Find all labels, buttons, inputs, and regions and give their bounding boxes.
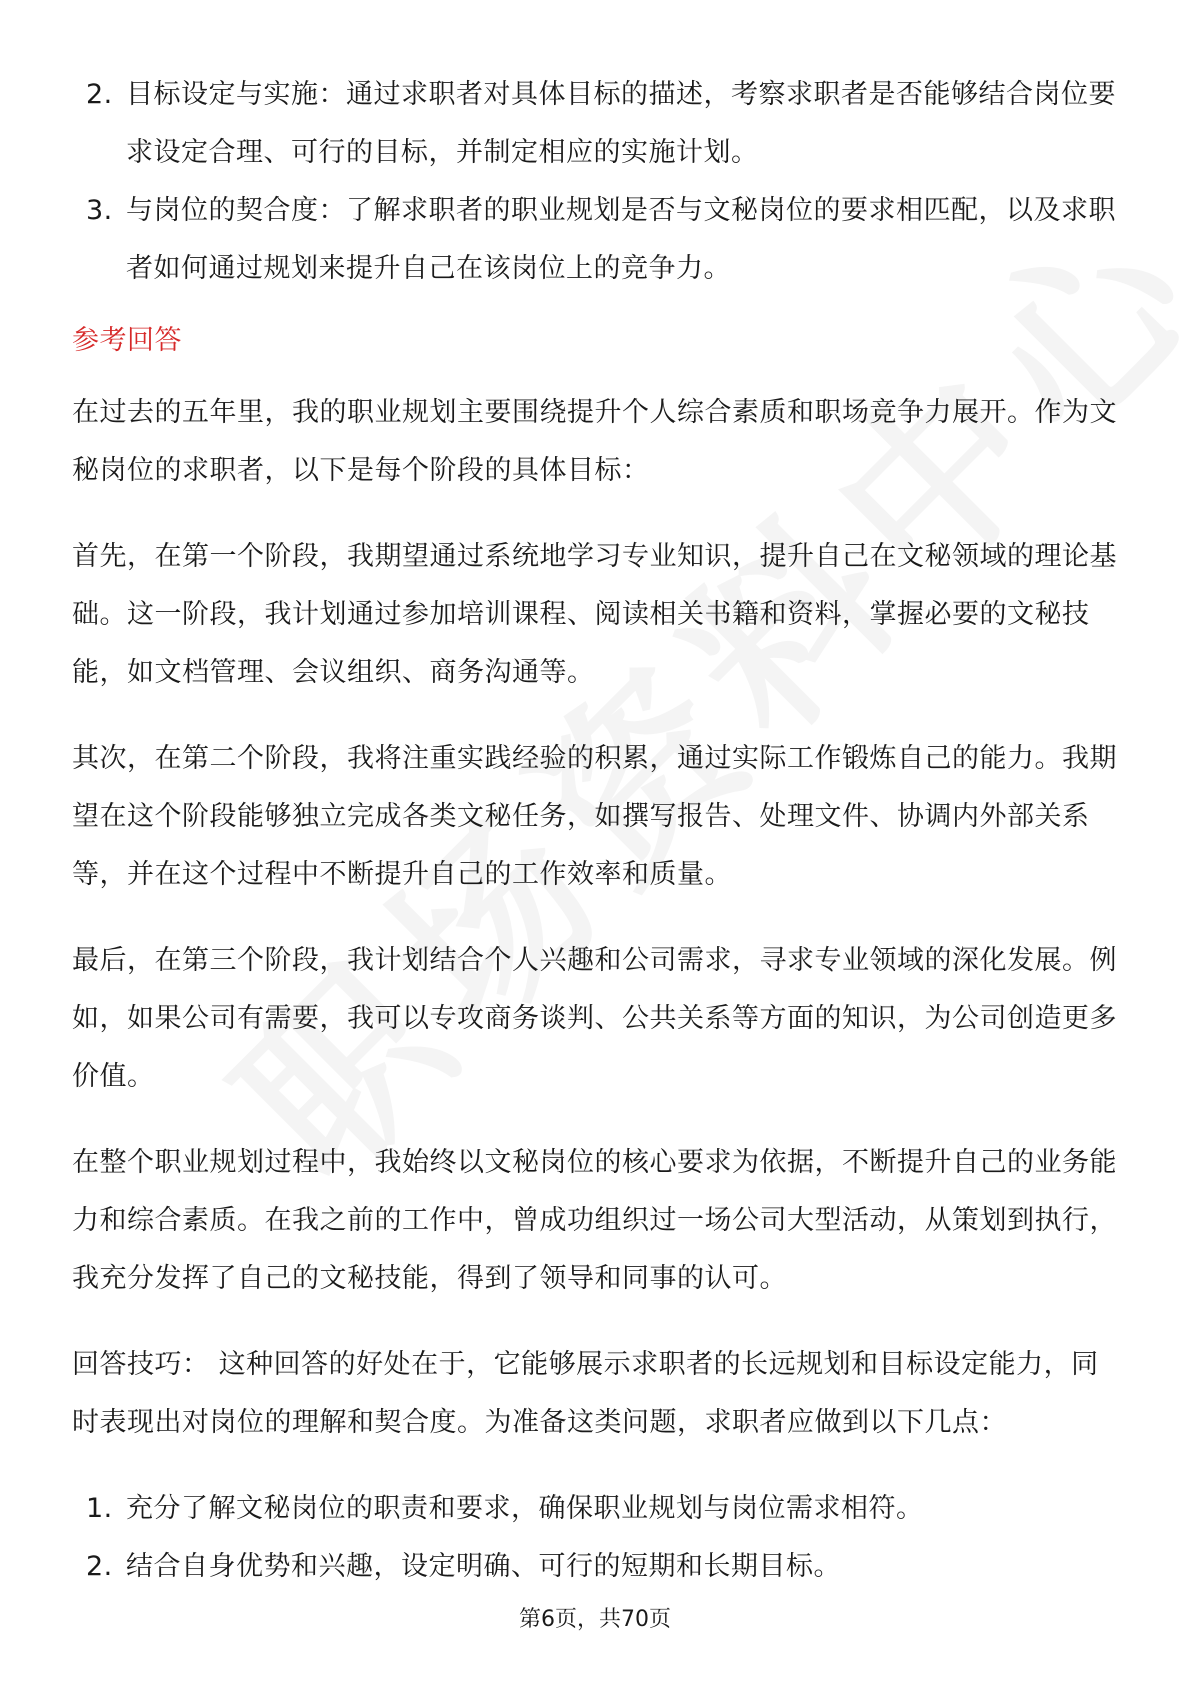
list-item <box>72 1538 1118 1596</box>
list-item-number: 3. <box>86 195 113 226</box>
list-item <box>72 66 1118 182</box>
list-item-number: 1. <box>86 1493 113 1524</box>
list-item-text: 结合自身优势和兴趣，设定明确、可行的短期和长期目标。 <box>126 1551 841 1582</box>
paragraph: 最后，在第三个阶段，我计划结合个人兴趣和公司需求，寻求专业领域的深化发展。例如，如果公司有需要，我可以专攻商务谈判、公共关系等方面的知识，为公司创造更多价值。 <box>72 945 1117 1092</box>
paragraph: 首先，在第一个阶段，我期望通过系统地学习专业知识，提升自己在文秘领域的理论基础。这一阶段，我计划通过参加培训课程、阅读相关书籍和资料，掌握必要的文秘技能，如文档管理、会议组织、商务沟通等。 <box>72 541 1117 688</box>
list-item-text: 目标设定与实施：通过求职者对具体目标的描述，考察求职者是否能够结合岗位要求设定合理、可行的目标，并制定相应的实施计划。 <box>126 79 1116 168</box>
tips-paragraph: 回答技巧： 这种回答的好处在于，它能够展示求职者的长远规划和目标设定能力，同时表现出对岗位的理解和契合度。为准备这类问题，求职者应做到以下几点： <box>72 1349 1099 1438</box>
paragraph: 其次，在第二个阶段，我将注重实践经验的积累，通过实际工作锻炼自己的能力。我期望在这个阶段能够独立完成各类文秘任务，如撰写报告、处理文件、协调内外部关系等，并在这个过程中不断提升自己的工作效率和质量。 <box>72 743 1117 890</box>
list-item-number: 2. <box>86 1551 113 1582</box>
top-numbered-list <box>72 66 1118 298</box>
list-item <box>72 182 1118 298</box>
page-number-footer: 第6页，共70页 <box>519 1607 671 1632</box>
paragraph: 在整个职业规划过程中，我始终以文秘岗位的核心要求为依据，不断提升自己的业务能力和综合素质。在我之前的工作中，曾成功组织过一场公司大型活动，从策划到执行，我充分发挥了自己的文秘技能，得到了领导和同事的认可。 <box>72 1147 1117 1294</box>
list-item-text: 充分了解文秘岗位的职责和要求，确保职业规划与岗位需求相符。 <box>126 1493 924 1524</box>
bottom-numbered-list <box>72 1480 1118 1596</box>
section-heading: 参考回答 <box>72 325 182 356</box>
document-content <box>72 66 1118 1596</box>
list-item-number: 2. <box>86 79 113 110</box>
paragraph: 在过去的五年里，我的职业规划主要围绕提升个人综合素质和职场竞争力展开。作为文秘岗位的求职者，以下是每个阶段的具体目标： <box>72 397 1117 486</box>
list-item-text: 与岗位的契合度：了解求职者的职业规划是否与文秘岗位的要求相匹配，以及求职者如何通过规划来提升自己在该岗位上的竞争力。 <box>126 195 1116 284</box>
list-item <box>72 1480 1118 1538</box>
